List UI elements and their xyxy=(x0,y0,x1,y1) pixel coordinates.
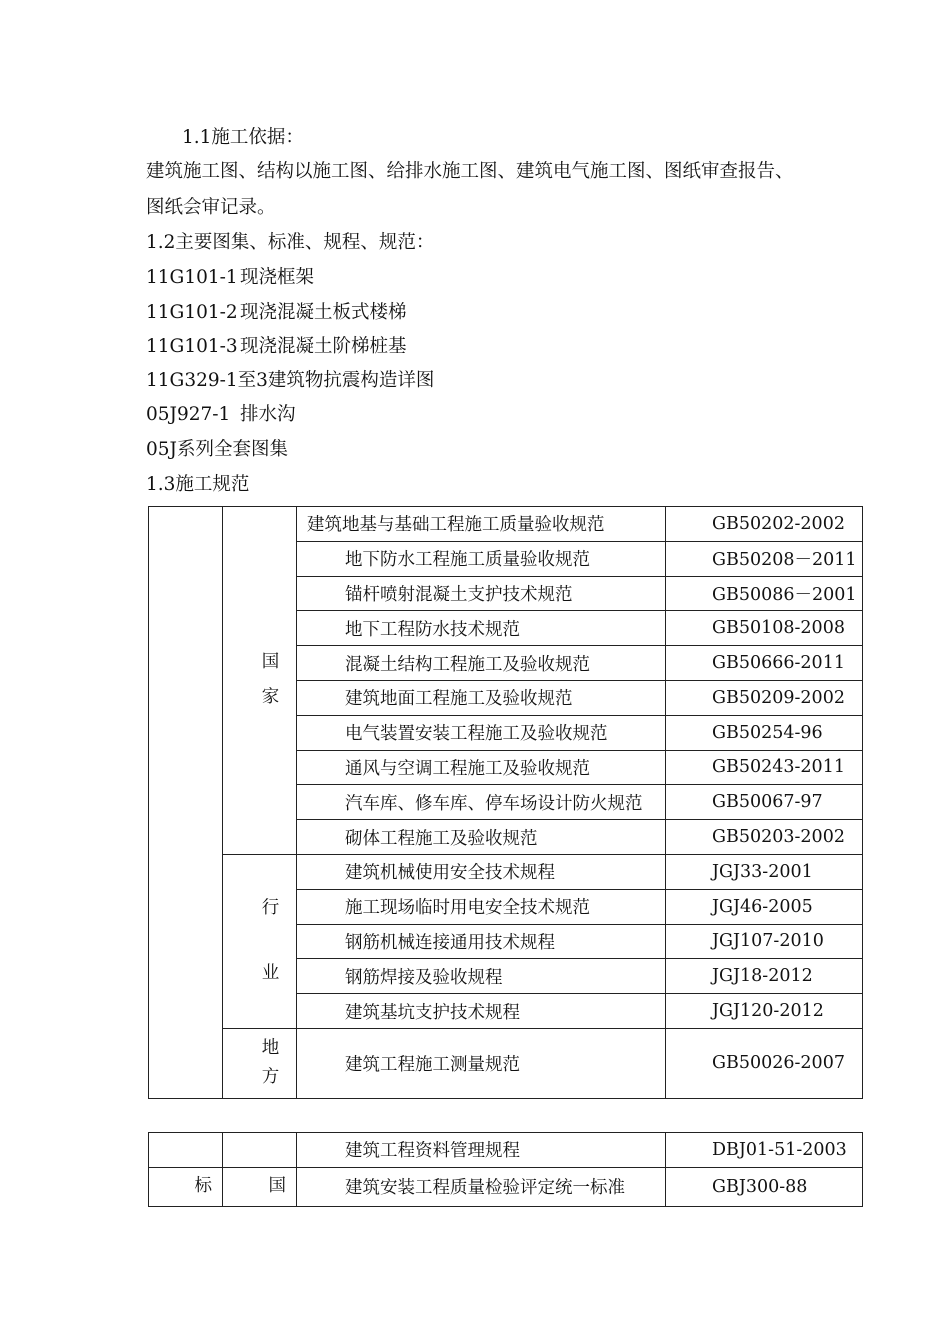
spec-code: JGJ18-2012 xyxy=(666,959,863,994)
spec-code: JGJ120-2012 xyxy=(666,994,863,1029)
spec-code: DBJ01-51-2003 xyxy=(666,1133,863,1168)
spec-code: GB50209-2002 xyxy=(666,680,863,715)
basis-heading: 1.1施工依据： xyxy=(182,127,304,148)
table-row xyxy=(149,1028,863,1098)
spec-table xyxy=(148,506,863,1099)
atlas-item-title: 排水沟 xyxy=(240,404,296,425)
atlas-item-title: 11G329-1至3建筑物抗震构造详图 xyxy=(146,370,435,391)
spec-table-continued xyxy=(148,1132,863,1207)
atlas-item-code: 11G101-2 xyxy=(146,302,238,323)
spec-code: GBJ300-88 xyxy=(666,1167,863,1206)
spec-code: GB50208－2011 xyxy=(666,541,863,576)
spec-code: GB50254-96 xyxy=(666,715,863,750)
table-row xyxy=(149,1133,863,1168)
group-label-char: 业 xyxy=(261,963,280,984)
spec-name: 地下工程防水技术规范 xyxy=(297,611,666,646)
spec-name: 通风与空调工程施工及验收规范 xyxy=(297,750,666,785)
atlas-item xyxy=(146,403,296,427)
group-label-char: 地 xyxy=(261,1037,280,1058)
spec-name: 锚杆喷射混凝土支护技术规范 xyxy=(297,576,666,611)
spec-name: 钢筋机械连接通用技术规程 xyxy=(297,924,666,959)
spec-code: GB50203-2002 xyxy=(666,820,863,855)
table-row xyxy=(149,1167,863,1206)
spec-code: GB50026-2007 xyxy=(666,1028,863,1098)
spec-name: 汽车库、修车库、停车场设计防火规范 xyxy=(297,785,666,820)
table-row xyxy=(149,507,863,542)
spec-name: 建筑机械使用安全技术规程 xyxy=(297,854,666,889)
atlas-item xyxy=(146,266,314,290)
spec-name: 建筑地面工程施工及验收规范 xyxy=(297,680,666,715)
group-label-char: 方 xyxy=(261,1067,280,1088)
spec-name: 地下防水工程施工质量验收规范 xyxy=(297,541,666,576)
spec-code: JGJ33-2001 xyxy=(666,854,863,889)
basis-text-line-2: 图纸会审记录。 xyxy=(146,197,276,218)
atlas-item-title: 现浇混凝土阶梯桩基 xyxy=(240,336,407,357)
group-label-char: 行 xyxy=(261,897,280,918)
spec-name: 建筑工程施工测量规范 xyxy=(297,1028,666,1098)
spec-code: GB50202-2002 xyxy=(666,507,863,542)
atlas-item xyxy=(146,301,407,325)
spec-code: GB50067-97 xyxy=(666,785,863,820)
category-cell xyxy=(149,507,223,1099)
category-label: 标 xyxy=(149,1167,223,1206)
spec-code: JGJ46-2005 xyxy=(666,889,863,924)
atlas-item xyxy=(146,438,288,462)
group-cell xyxy=(223,1133,297,1168)
spec-heading: 1.3施工规范 xyxy=(146,474,250,495)
atlas-item-title: 现浇混凝土板式楼梯 xyxy=(240,302,407,323)
atlas-item xyxy=(146,369,434,393)
spec-name: 砌体工程施工及验收规范 xyxy=(297,820,666,855)
group-label-industry xyxy=(223,854,297,1028)
atlas-item-title: 现浇框架 xyxy=(240,267,315,288)
spec-name: 电气装置安装工程施工及验收规范 xyxy=(297,715,666,750)
spec-code: GB50086－2001 xyxy=(666,576,863,611)
spec-name: 建筑基坑支护技术规程 xyxy=(297,994,666,1029)
table-row xyxy=(149,854,863,889)
spec-name: 施工现场临时用电安全技术规范 xyxy=(297,889,666,924)
spec-name: 混凝土结构工程施工及验收规范 xyxy=(297,646,666,681)
category-cell xyxy=(149,1133,223,1168)
atlas-item xyxy=(146,335,407,359)
group-label-national xyxy=(223,507,297,855)
atlas-item-code: 11G101-1 xyxy=(146,267,238,288)
group-label-char: 国 xyxy=(261,651,280,672)
spec-name: 建筑工程资料管理规程 xyxy=(297,1133,666,1168)
atlas-heading: 1.2主要图集、标准、规程、规范： xyxy=(146,232,435,253)
spec-code: GB50108-2008 xyxy=(666,611,863,646)
spec-name: 建筑地基与基础工程施工质量验收规范 xyxy=(297,507,666,542)
atlas-item-code: 11G101-3 xyxy=(146,336,238,357)
group-label-char: 家 xyxy=(261,687,280,708)
group-label: 国 xyxy=(223,1167,297,1206)
basis-text-line-1: 建筑施工图、结构以施工图、给排水施工图、建筑电气施工图、图纸审查报告、 xyxy=(146,161,794,182)
atlas-item-code: 05J927-1 xyxy=(146,404,231,425)
spec-code: GB50243-2011 xyxy=(666,750,863,785)
group-label-local xyxy=(223,1028,297,1098)
spec-code: JGJ107-2010 xyxy=(666,924,863,959)
spec-name: 建筑安装工程质量检验评定统一标准 xyxy=(297,1167,666,1206)
atlas-item-title: 05J系列全套图集 xyxy=(146,439,288,460)
spec-code: GB50666-2011 xyxy=(666,646,863,681)
spec-name: 钢筋焊接及验收规程 xyxy=(297,959,666,994)
